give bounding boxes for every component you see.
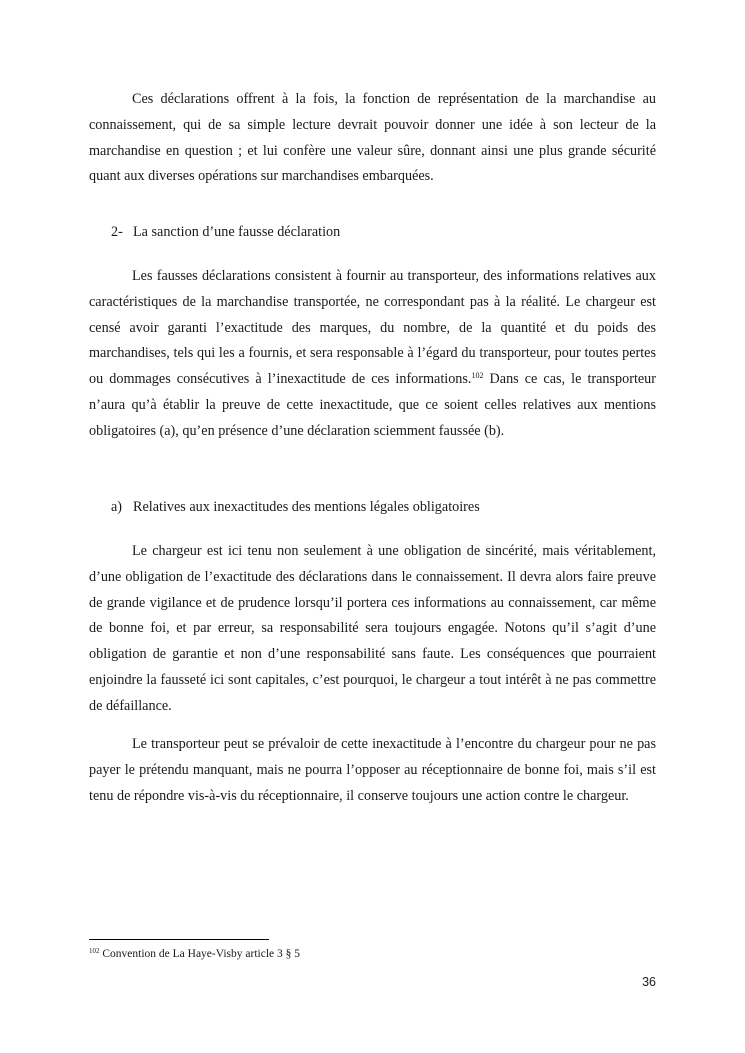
paragraph-intro: Ces déclarations offrent à la fois, la fonction de représentation de la marchandise au connaissement, qui de sa simple lecture devrait pouvoir donner une idée à son lecteur de la marchandise en question ; et lui confère une valeur sûre, donnant ainsi une plus grande sécurité quant aux diverses opérations sur marchandises embarquées. [89, 91, 656, 185]
footnote-number: 102 [89, 947, 100, 955]
section-heading-2 [111, 222, 340, 242]
footnote-text: Convention de La Haye-Visby article 3 § 5 [102, 948, 301, 960]
footnote [89, 946, 300, 962]
subsection-heading-a [111, 497, 480, 517]
paragraph-false-declarations [89, 264, 656, 445]
paragraph-false-declarations-part2: Dans ce cas, le transporteur n’aura qu’à établir la preuve de cette inexactitude, que ce soient celles relatives aux mentions obligatoires (a), qu’en présence d’une déclaration sciemment faussée (b). [89, 371, 657, 439]
paragraph-false-declarations-part1: Les fausses déclarations consistent à fournir au transporteur, des informations relatives aux caractéristiques de la marchandise transportée, ne correspondant pas à la réalité. Le chargeur est censé avoir garanti l’exactitude des marques, du nombre, de la quantité et du poids des marchandises, tels qui les a fournis, et sera responsable à l’égard du transporteur, pour toutes pertes ou dommages consécutives à l’inexactitude de ces informations. [89, 268, 656, 388]
subsection-heading-a-letter: a) [111, 499, 123, 515]
paragraph-transporteur: Le transporteur peut se prévaloir de cette inexactitude à l’encontre du chargeur pour ne pas payer le prétendu manquant, mais ne pourra l’opposer au réceptionnaire de bonne foi, mais s’il est tenu de répondre vis-à-vis du réceptionnaire, il conserve toujours une action contre le chargeur. [89, 736, 656, 804]
section-heading-2-number: 2- [111, 224, 123, 240]
page-number: 36 [642, 975, 656, 989]
footnote-separator [89, 939, 269, 940]
section-heading-2-title: La sanction d’une fausse déclaration [133, 224, 341, 240]
footnote-reference: 102 [471, 371, 484, 381]
subsection-heading-a-title: Relatives aux inexactitudes des mentions légales obligatoires [133, 499, 480, 515]
paragraph-chargeur: Le chargeur est ici tenu non seulement à une obligation de sincérité, mais véritablement, d’une obligation de l’exactitude des déclarations dans le connaissement. Il devra alors faire preuve de grande vigilance et de prudence lorsqu’il portera ces informations au connaissement, car même de bonne foi, et par erreur, sa responsabilité sera toujours engagée. Notons qu’il s’agit d’une obligation de garantie et non d’une responsabilité sans faute. Les conséquences que pourraient enjoindre la fausseté ici sont capitales, c’est pourquoi, le chargeur a tout intérêt à ne pas commettre de défaillance. [89, 543, 656, 714]
